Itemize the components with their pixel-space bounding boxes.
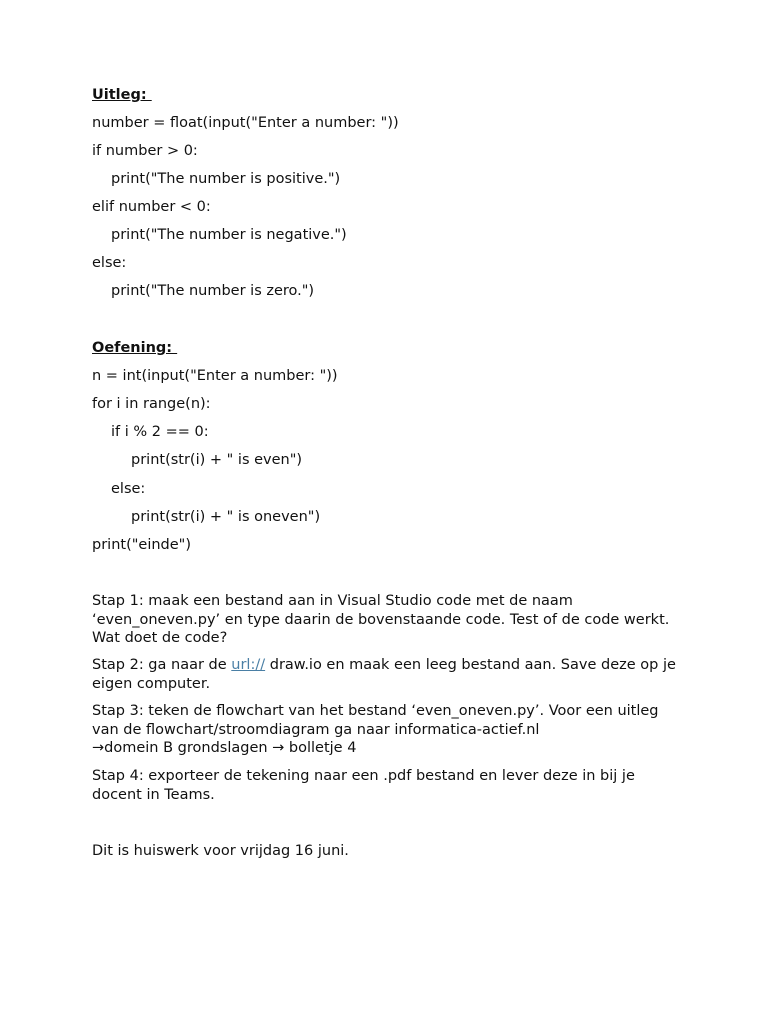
step-1-text: Stap 1: maak een bestand aan in Visual Studio code met de naam ‘even_oneven.py’ en type daarin de bovenstaande code. Test of de code werkt. Wat doet de code? — [92, 593, 670, 646]
code-line: print("The number is zero.") — [111, 283, 315, 299]
code-line: if i % 2 == 0: — [111, 424, 209, 440]
code-line: number = float(input("Enter a number: ")) — [92, 115, 399, 131]
code-line: elif number < 0: — [92, 199, 211, 215]
code-line: print(str(i) + " is even") — [131, 452, 303, 468]
code-line: print("The number is negative.") — [111, 227, 347, 243]
code-line: n = int(input("Enter a number: ")) — [92, 368, 338, 384]
code-line: else: — [111, 481, 146, 497]
step-3-text — [92, 702, 682, 758]
homework-note: Dit is huiswerk voor vrijdag 16 juni. — [92, 843, 349, 859]
step-4-text: Stap 4: exporteer de tekening naar een .pdf bestand en lever deze in bij je docent in Teams. — [92, 768, 635, 803]
step-2-text-start: Stap 2: ga naar de — [92, 657, 232, 673]
code-line: if number > 0: — [92, 143, 198, 159]
code-line: print(str(i) + " is oneven") — [131, 509, 321, 525]
step-3-text-path: →domein B grondslagen → bolletje 4 — [92, 740, 357, 756]
url-link[interactable]: url:// — [231, 657, 266, 673]
step-2-text-end: draw.io en maak een leeg bestand aan. Save deze op je eigen computer. — [92, 657, 676, 692]
step-3-text-main: Stap 3: teken de flowchart van het bestand ‘even_oneven.py’. Voor een uitleg van de flowchart/stroomdiagram ga naar informatica-actief.nl — [92, 703, 659, 738]
uitleg-heading: Uitleg: — [92, 87, 152, 103]
code-line: for i in range(n): — [92, 396, 211, 412]
step-2-text — [92, 656, 682, 693]
code-line: else: — [92, 255, 127, 271]
code-line: print("einde") — [92, 537, 191, 553]
oefening-heading: Oefening: — [92, 340, 178, 356]
code-line: print("The number is positive.") — [111, 171, 341, 187]
